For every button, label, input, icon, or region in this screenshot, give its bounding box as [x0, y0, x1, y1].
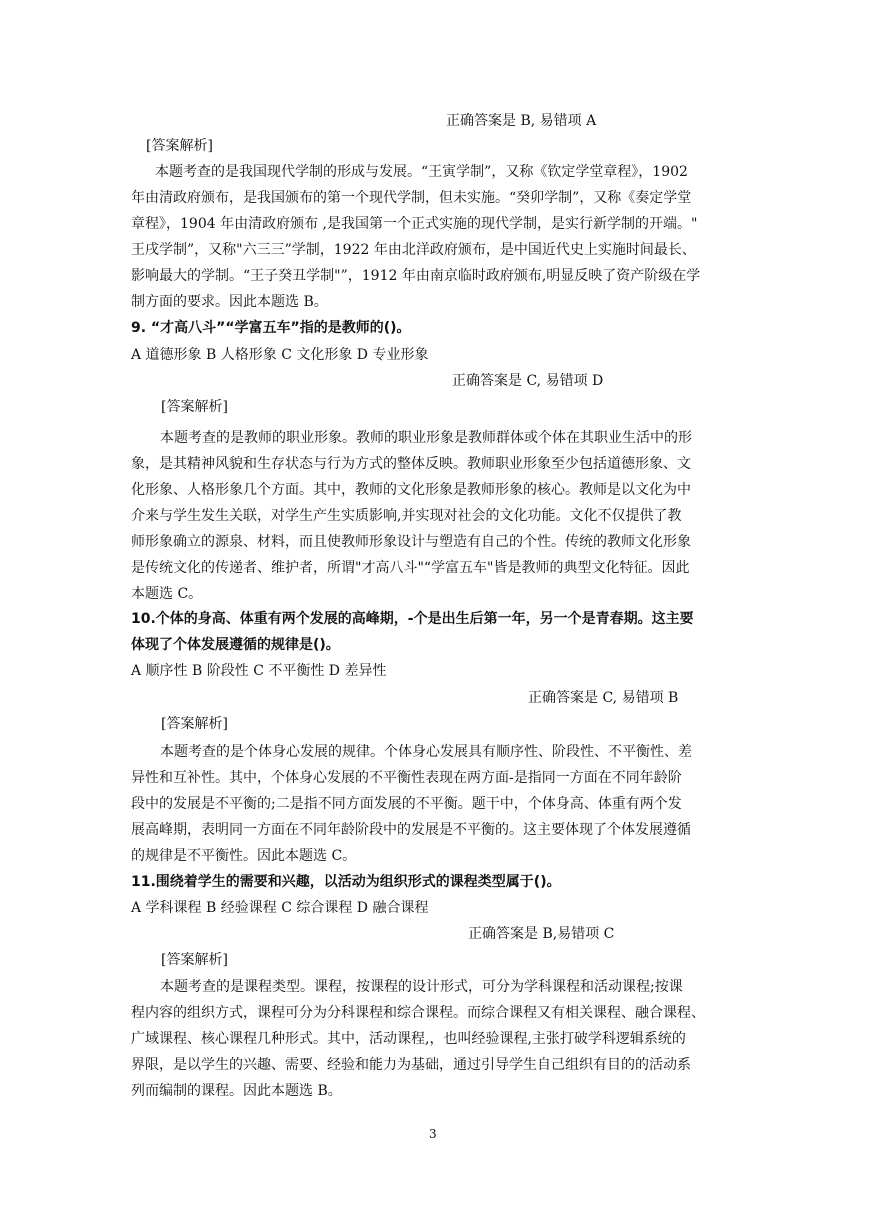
analysis-text: 介来与学生发生关联，对学生产生实质影响,并实现对社会的文化功能。文化不仅提供了教: [131, 508, 682, 524]
answer-line: 正确答案是 C, 易错项 D: [452, 373, 604, 389]
question-options: A 学科课程 B 经验课程 C 综合课程 D 融合课程: [131, 900, 429, 916]
analysis-text: 程内容的组织方式，课程可分为分科课程和综合课程。而综合课程又有相关课程、融合课程、: [131, 1005, 705, 1021]
analysis-text: 展高峰期，表明同一方面在不同年龄阶段中的发展是不平衡的。这主要体现了个体发展遵循: [131, 822, 691, 838]
analysis-text: 本题选 C。: [131, 586, 203, 602]
analysis-text: 王戌学制”，又称"六三三”学制，1922 年由北洋政府颁布，是中国近代史上实施时间最长、: [131, 242, 696, 258]
analysis-text: 段中的发展是不平衡的;二是指不同方面发展的不平衡。题干中，个体身高、体重有两个发: [131, 796, 682, 812]
analysis-text: 化形象、人格形象几个方面。其中，教师的文化形象是教师形象的核心。教师是以文化为中: [131, 482, 691, 498]
answer-line: 正确答案是 B,易错项 C: [468, 926, 615, 942]
question-title: 9. “才高八斗”“学富五车”指的是教师的()。: [131, 320, 411, 336]
analysis-text: 年由清政府颁布，是我国颁布的第一个现代学制，但未实施。“癸卯学制”，又称《奏定学堂: [131, 190, 692, 206]
question-options: A 道德形象 B 人格形象 C 文化形象 D 专业形象: [131, 347, 429, 363]
analysis-text: 本题考查的是个体身心发展的规律。个体身心发展具有顺序性、阶段性、不平衡性、差: [160, 744, 692, 760]
answer-line: 正确答案是 C, 易错项 B: [528, 690, 679, 706]
question-options: A 顺序性 B 阶段性 C 不平衡性 D 差异性: [131, 663, 387, 679]
analysis-label: [答案解析]: [146, 138, 213, 154]
analysis-label: [答案解析]: [161, 716, 228, 732]
answer-line: 正确答案是 B, 易错项 A: [446, 113, 597, 129]
analysis-text: 影响最大的学制。“王子癸丑学制"”，1912 年由南京临时政府颁布,明显反映了资产阶级在学: [131, 268, 701, 284]
analysis-text: 异性和互补性。其中，个体身心发展的不平衡性表现在两方面-是指同一方面在不同年龄阶: [131, 770, 682, 786]
analysis-label: [答案解析]: [161, 952, 228, 968]
analysis-text: 象，是其精神风貌和生存状态与行为方式的整体反映。教师职业形象至少包括道德形象、文: [131, 456, 691, 472]
analysis-label: [答案解析]: [161, 399, 228, 415]
question-title: 11.围绕着学生的需要和兴趣，以活动为组织形式的课程类型属于()。: [131, 874, 561, 890]
analysis-text: 制方面的要求。因此本题选 B。: [131, 294, 328, 310]
analysis-text: 列而编制的课程。因此本题选 B。: [131, 1083, 342, 1099]
analysis-text: 本题考查的是我国现代学制的形成与发展。“王寅学制”，又称《钦定学堂章程》，1902: [155, 164, 688, 180]
analysis-text: 本题考查的是教师的职业形象。教师的职业形象是教师群体或个体在其职业生活中的形: [160, 430, 692, 446]
analysis-text: 章程》，1904 年由清政府颁布 ,是我国第一个正式实施的现代学制，是实行新学制的开端。": [131, 216, 698, 232]
analysis-text: 本题考查的是课程类型。课程，按课程的设计形式，可分为学科课程和活动课程;按课: [160, 979, 683, 995]
analysis-text: 是传统文化的传递者、维护者，所谓"才高八斗"“学富五车"皆是教师的典型文化特征。因此: [131, 560, 690, 576]
analysis-text: 的规律是不平衡性。因此本题选 C。: [131, 848, 357, 864]
analysis-text: 界限，是以学生的兴趣、需要、经验和能力为基础，通过引导学生自己组织有目的的活动系: [131, 1057, 691, 1073]
question-title: 体现了个体发展遵循的规律是()。: [131, 637, 340, 653]
analysis-text: 广域课程、核心课程几种形式。其中，活动课程,，也叫经验课程,主张打破学科逻辑系统的: [131, 1031, 686, 1047]
analysis-text: 师形象确立的源泉、材料，而且使教师形象设计与塑造有自己的个性。传统的教师文化形象: [131, 534, 691, 550]
question-title: 10.个体的身高、体重有两个发展的高峰期，-个是出生后第一年，另一个是青春期。这主要: [131, 611, 694, 627]
page-number: 3: [429, 1127, 437, 1141]
